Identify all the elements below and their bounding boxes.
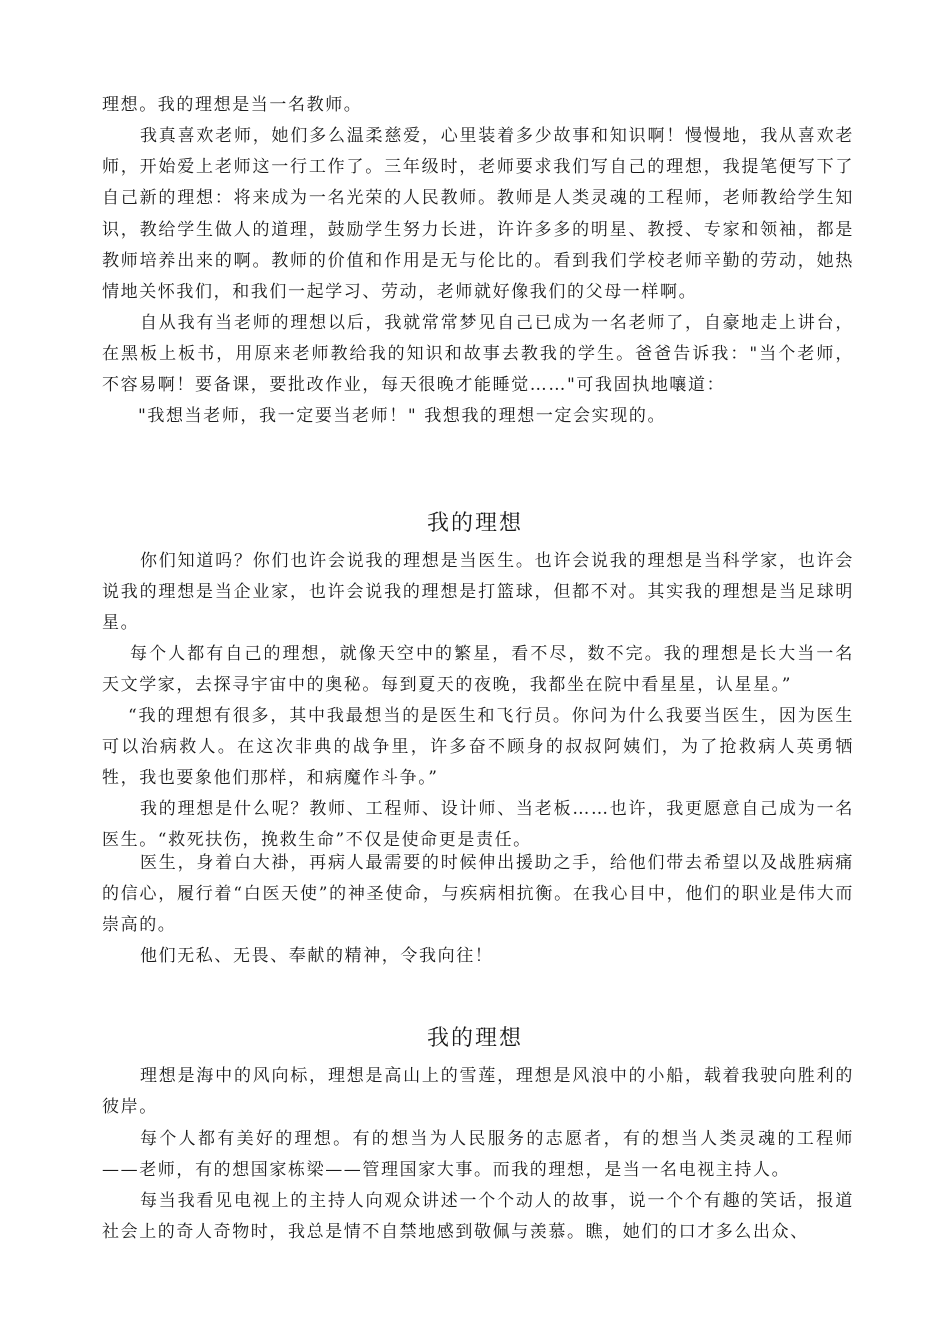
paragraph: 每个人都有自己的理想，就像天空中的繁星，看不尽，数不完。我的理想是长大当一名天文学家，去探寻宇宙中的奥秘。每到夏天的夜晚，我都坐在院中看星星，认星星。”: [102, 644, 854, 696]
paragraph: 你们知道吗？你们也许会说我的理想是当医生。也许会说我的理想是当科学家，也许会说我的理想是当企业家，也许会说我的理想是打篮球，但都不对。其实我的理想是当足球明星。: [102, 551, 854, 634]
paragraph: 每个人都有美好的理想。有的想当为人民服务的志愿者，有的想当人类灵魂的工程师——老师，有的想国家栋梁——管理国家大事。而我的理想，是当一名电视主持人。: [102, 1129, 854, 1181]
paragraph: 自从我有当老师的理想以后，我就常常梦见自己已成为一名老师了，自豪地走上讲台，在黑板上板书，用原来老师教给我的知识和故事去教我的学生。爸爸告诉我："当个老师，不容易啊！要备课，要批改作业，每天很晚才能睡觉……"可我固执地嚷道：: [102, 313, 854, 396]
essay-title: 我的理想: [426, 511, 523, 536]
paragraph: "我想当老师，我一定要当老师！" 我想我的理想一定会实现的。: [138, 406, 667, 426]
paragraph: 每当我看见电视上的主持人向观众讲述一个个动人的故事，说一个个有趣的笑话，报道社会上的奇人奇物时，我总是情不自禁地感到敬佩与羡慕。瞧，她们的口才多么出众、: [102, 1191, 854, 1243]
essay-title: 我的理想: [426, 1026, 523, 1051]
paragraph: “我的理想有很多，其中我最想当的是医生和飞行员。你问为什么我要当医生，因为医生可以治病救人。在这次非典的战争里，许多奋不顾身的叔叔阿姨们，为了抢救病人英勇牺牲，我也要象他们那样，和病魔作斗争。”: [102, 706, 854, 789]
paragraph: 我的理想是什么呢？教师、工程师、设计师、当老板……也许，我更愿意自己成为一名医生。“救死扶伤，挽救生命”不仅是使命更是责任。: [102, 799, 854, 851]
paragraph: 我真喜欢老师，她们多么温柔慈爱，心里装着多少故事和知识啊！慢慢地，我从喜欢老师，开始爱上老师这一行工作了。三年级时，老师要求我们写自己的理想，我提笔便写下了自己新的理想：将来成为一名光荣的人民教师。教师是人类灵魂的工程师，老师教给学生知识，教给学生做人的道理，鼓励学生努力长进，许许多多的明星、教授、专家和领袖，都是教师培养出来的啊。教师的价值和作用是无与伦比的。看到我们学校老师辛勤的劳动，她热情地关怀我们，和我们一起学习、劳动，老师就好像我们的父母一样啊。: [102, 126, 854, 303]
paragraph: 理想。我的理想是当一名教师。: [102, 95, 363, 115]
paragraph: 理想是海中的风向标，理想是高山上的雪莲，理想是风浪中的小船，载着我驶向胜利的彼岸。: [102, 1066, 854, 1118]
paragraph: 医生，身着白大褂，再病人最需要的时候伸出援助之手，给他们带去希望以及战胜病痛的信心，履行着“白医天使”的神圣使命，与疾病相抗衡。在我心目中，他们的职业是伟大而崇高的。: [102, 853, 854, 936]
paragraph: 他们无私、无畏、奉献的精神，令我向往！: [140, 946, 494, 966]
